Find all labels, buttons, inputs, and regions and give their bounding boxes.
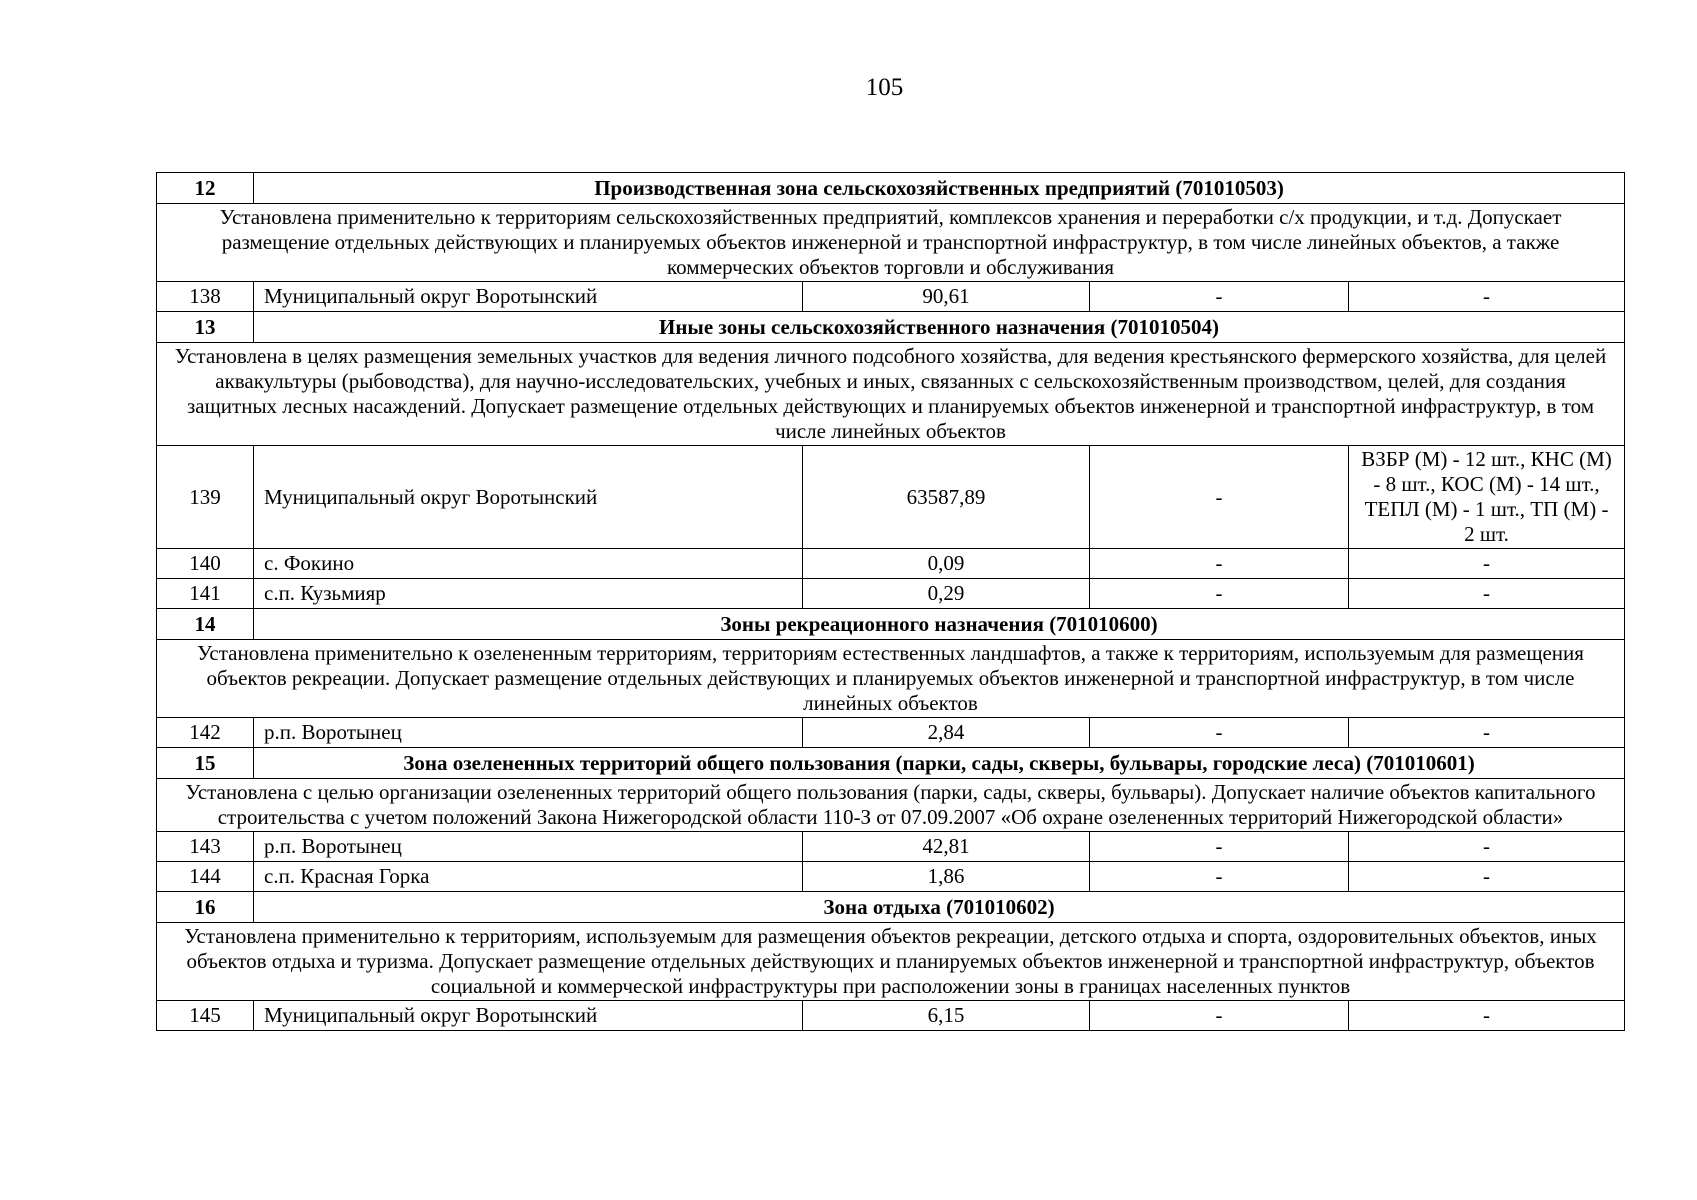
zone-description: Установлена применительно к озелененным территориям, территориям естественных ландшафтов, а также к территориям, используемым для размещения объектов рекреации. Допускает размещение отдельных действующих и планируемых объектов инженерной и транспортной инфраструктур, в том числе линейных объектов [157, 640, 1625, 718]
row-name: Муниципальный округ Воротынский [254, 1001, 803, 1031]
row-col5: - [1349, 579, 1625, 609]
zone-title: Зона озелененных территорий общего пользования (парки, сады, скверы, бульвары, городские леса) (701010601) [254, 748, 1625, 779]
row-area: 90,61 [803, 282, 1090, 312]
row-col4: - [1090, 1001, 1349, 1031]
row-col4: - [1090, 549, 1349, 579]
zone-number: 13 [157, 312, 254, 343]
row-name: с. Фокино [254, 549, 803, 579]
zone-description: Установлена применительно к территориям сельскохозяйственных предприятий, комплексов хранения и переработки с/х продукции, и т.д. Допускает размещение отдельных действующих и планируемых объектов инженерной и транспортной инфраструктур, в том числе линейных объектов, а также коммерческих объектов торговли и обслуживания [157, 204, 1625, 282]
row-col5: - [1349, 862, 1625, 892]
table-row [157, 862, 1625, 892]
table-row [157, 282, 1625, 312]
row-col5: - [1349, 282, 1625, 312]
zone-header-row [157, 312, 1625, 343]
zone-title: Производственная зона сельскохозяйственных предприятий (701010503) [254, 173, 1625, 204]
table-row [157, 579, 1625, 609]
table-row [157, 718, 1625, 748]
row-col5: - [1349, 549, 1625, 579]
table-row [157, 549, 1625, 579]
zone-description-row [157, 923, 1625, 1001]
row-col4: - [1090, 282, 1349, 312]
row-col5: - [1349, 832, 1625, 862]
zone-description: Установлена с целью организации озелененных территорий общего пользования (парки, сады, скверы, бульвары). Допускает наличие объектов капитального строительства с учетом положений Закона Нижегородской области 110-З от 07.09.2007 «Об охране озелененных территорий Нижегородской области» [157, 779, 1625, 832]
zone-header-row [157, 173, 1625, 204]
zone-title: Зоны рекреационного назначения (701010600) [254, 609, 1625, 640]
zone-number: 14 [157, 609, 254, 640]
zone-number: 12 [157, 173, 254, 204]
zone-description-row [157, 779, 1625, 832]
table-row [157, 446, 1625, 549]
row-id: 144 [157, 862, 254, 892]
row-col5: - [1349, 718, 1625, 748]
row-name: р.п. Воротынец [254, 718, 803, 748]
row-area: 63587,89 [803, 446, 1090, 549]
zone-number: 15 [157, 748, 254, 779]
row-col5: - [1349, 1001, 1625, 1031]
row-id: 138 [157, 282, 254, 312]
page-number: 105 [865, 74, 904, 101]
row-area: 6,15 [803, 1001, 1090, 1031]
row-area: 42,81 [803, 832, 1090, 862]
zone-header-row [157, 892, 1625, 923]
row-area: 0,09 [803, 549, 1090, 579]
zone-number: 16 [157, 892, 254, 923]
row-name: с.п. Красная Горка [254, 862, 803, 892]
row-id: 141 [157, 579, 254, 609]
row-id: 145 [157, 1001, 254, 1031]
zone-description-row [157, 204, 1625, 282]
zone-description-row [157, 343, 1625, 446]
row-col4: - [1090, 446, 1349, 549]
row-name: Муниципальный округ Воротынский [254, 282, 803, 312]
row-id: 142 [157, 718, 254, 748]
zones-table [156, 172, 1625, 1031]
zone-header-row [157, 609, 1625, 640]
table-row [157, 832, 1625, 862]
row-area: 0,29 [803, 579, 1090, 609]
row-id: 143 [157, 832, 254, 862]
zone-title: Иные зоны сельскохозяйственного назначения (701010504) [254, 312, 1625, 343]
table-row [157, 1001, 1625, 1031]
row-col4: - [1090, 832, 1349, 862]
row-id: 140 [157, 549, 254, 579]
zone-title: Зона отдыха (701010602) [254, 892, 1625, 923]
row-area: 2,84 [803, 718, 1090, 748]
zone-description-row [157, 640, 1625, 718]
row-id: 139 [157, 446, 254, 549]
zone-description: Установлена применительно к территориям, используемым для размещения объектов рекреации, детского отдыха и спорта, оздоровительных объектов, иных объектов отдыха и туризма. Допускает размещение отдельных действующих и планируемых объектов инженерной и транспортной инфраструктур, объектов социальной и коммерческой инфраструктуры при расположении зоны в границах населенных пунктов [157, 923, 1625, 1001]
row-col4: - [1090, 579, 1349, 609]
row-col4: - [1090, 862, 1349, 892]
row-col5: ВЗБР (М) - 12 шт., КНС (М) - 8 шт., КОС (М) - 14 шт., ТЕПЛ (М) - 1 шт., ТП (М) - 2 шт. [1349, 446, 1625, 549]
zone-header-row [157, 748, 1625, 779]
row-area: 1,86 [803, 862, 1090, 892]
row-col4: - [1090, 718, 1349, 748]
row-name: с.п. Кузьмияр [254, 579, 803, 609]
row-name: р.п. Воротынец [254, 832, 803, 862]
row-name: Муниципальный округ Воротынский [254, 446, 803, 549]
zone-description: Установлена в целях размещения земельных участков для ведения личного подсобного хозяйства, для ведения крестьянского фермерского хозяйства, для целей аквакультуры (рыбоводства), для научно-исследовательских, учебных и иных, связанных с сельскохозяйственным производством, целей, для создания защитных лесных насаждений. Допускает размещение отдельных действующих и планируемых объектов инженерной и транспортной инфраструктур, в том числе линейных объектов [157, 343, 1625, 446]
